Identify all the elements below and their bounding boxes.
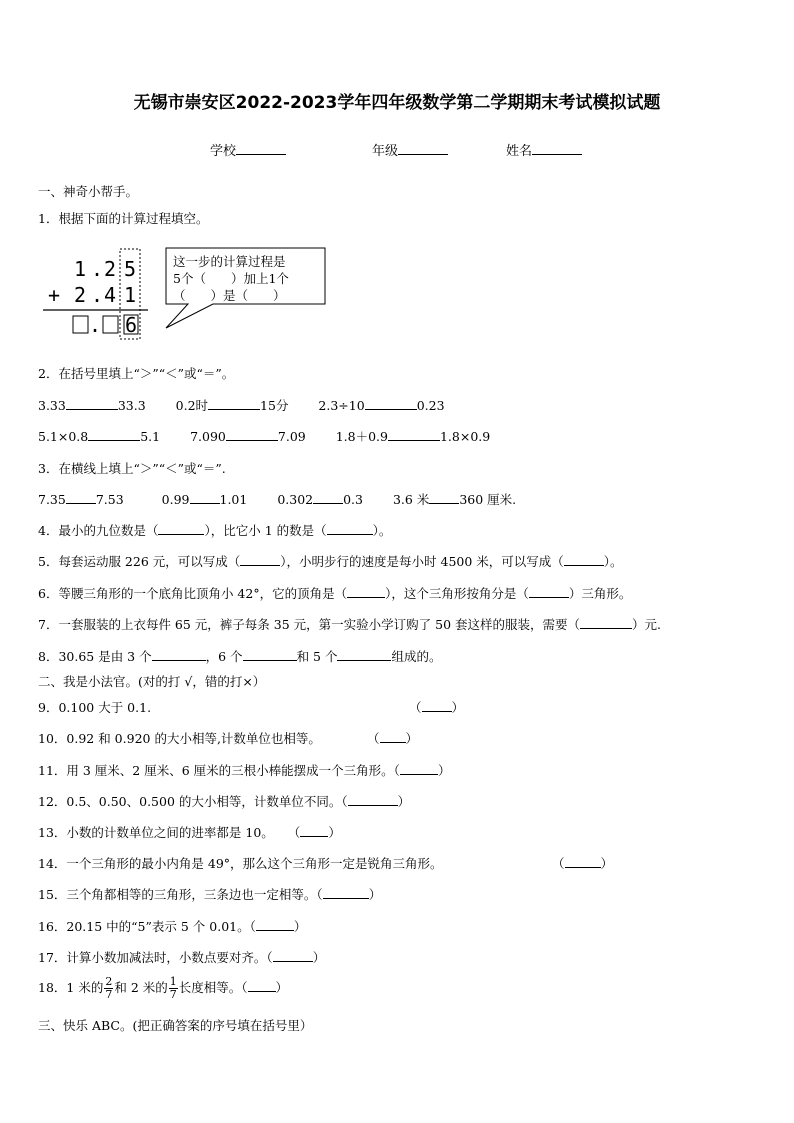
question-12 [38, 792, 410, 810]
question-17 [38, 948, 325, 966]
answer-blank[interactable] [529, 585, 569, 598]
text: 8．30.65 是由 3 个 [38, 649, 152, 664]
paren: （ [249, 919, 256, 934]
text: ，6 个 [205, 649, 243, 664]
text: ），比它小 1 的数是（ [204, 523, 327, 538]
text: 7．一套服装的上衣每件 65 元，裤子每条 35 元，第一实验小学订购了 50 套这样的服装，需要（ [38, 617, 581, 632]
answer-blank[interactable] [256, 918, 294, 931]
paren: （ [266, 950, 273, 965]
row2-digit: 4 [104, 283, 117, 307]
paren: ） [397, 794, 411, 809]
text: 18．1 米的 [38, 980, 104, 995]
text: 15．三个角都相等的三角形，三条边也一定相等。 [38, 887, 317, 902]
compare-blank[interactable] [190, 491, 220, 504]
question-3: 3．在横线上填上“＞”“＜”或“＝”. [38, 461, 226, 476]
row2-digit: . [91, 283, 104, 307]
paren: ） [312, 950, 326, 965]
text: 12．0.5、0.50、0.500 的大小相等，计数单位不同。 [38, 794, 342, 809]
expr: 1.8×0.9 [439, 429, 491, 444]
answer-paren[interactable] [552, 854, 613, 872]
expr: 7.090 [190, 429, 226, 444]
answer-blank[interactable] [240, 553, 280, 566]
answer-blank[interactable] [300, 824, 328, 837]
text: ）。 [603, 554, 623, 569]
question-2: 2．在括号里填上“＞”“＜”或“＝”。 [38, 366, 235, 381]
text: 11．用 3 厘米、2 厘米、6 厘米的三根小棒能摆成一个三角形。 [38, 763, 394, 778]
school-blank[interactable] [236, 142, 286, 155]
expr: 3.6 米 [392, 492, 430, 507]
grade-label: 年级 [372, 144, 399, 159]
question-9: 9．0.100 大于 0.1. [38, 700, 152, 715]
paren: （ [393, 763, 400, 778]
section-2-heading: 二、我是小法官。(对的打 √，错的打×） [38, 674, 266, 689]
row1-digit: 5 [124, 257, 137, 281]
question-10: 10．0.92 和 0.920 的大小相等,计数单位也相等。 [38, 731, 321, 746]
answer-blank[interactable] [400, 762, 438, 775]
answer-blank[interactable] [158, 522, 204, 535]
compare-blank[interactable] [226, 428, 278, 441]
bubble-line: 这一步的计算过程是 [173, 254, 286, 269]
fraction [169, 976, 178, 1001]
expr: 2.3÷10 [318, 398, 365, 413]
bubble-line: 5个（ ）加上1个 [173, 271, 289, 286]
name-field [506, 140, 582, 159]
expr: 0.302 [277, 492, 314, 507]
expr: 15分 [260, 398, 289, 413]
name-label: 姓名 [506, 144, 533, 159]
paren: （ [287, 825, 301, 840]
row1-digit: 2 [104, 257, 117, 281]
addition-figure [38, 244, 338, 344]
answer-blank[interactable] [152, 648, 206, 661]
row2-digit: 1 [124, 283, 137, 307]
compare-blank[interactable] [66, 491, 96, 504]
question-7 [38, 615, 661, 633]
paren: （ [409, 700, 422, 715]
numerator: 1 [169, 975, 177, 988]
compare-blank[interactable] [365, 397, 417, 410]
paren: （ [552, 856, 565, 871]
numerator: 2 [105, 975, 113, 988]
text: 和 5 个 [296, 649, 338, 664]
plus-sign: + [48, 283, 61, 307]
page-title: 无锡市崇安区2022-2023学年四年级数学第二学期期末考试模拟试题 [133, 93, 661, 113]
question-1: 1．根据下面的计算过程填空。 [38, 211, 209, 226]
row1-digit: 1 [74, 257, 87, 281]
compare-blank[interactable] [429, 491, 459, 504]
expr: 5.1×0.8 [38, 429, 89, 444]
answer-blank[interactable] [347, 585, 385, 598]
expr: 360 厘米. [459, 492, 517, 507]
denominator: 7 [169, 988, 177, 1001]
paren: （ [316, 887, 323, 902]
compare-blank[interactable] [66, 397, 118, 410]
expr: 7.35 [38, 492, 66, 507]
question-18 [38, 976, 288, 1001]
paren: ） [293, 919, 307, 934]
expr: 5.1 [140, 429, 161, 444]
text: ），这个三角形按角分是（ [385, 586, 529, 601]
answer-box[interactable] [73, 316, 88, 333]
paren: ） [437, 763, 451, 778]
text: 13．小数的计数单位之间的进率都是 10。 [38, 825, 274, 840]
compare-blank[interactable] [208, 397, 260, 410]
answer-blank[interactable] [323, 886, 369, 899]
expr: 1.8＋0.9 [335, 429, 388, 444]
expr: 3.33 [38, 398, 66, 413]
sum-dot: . [89, 313, 102, 337]
answer-blank[interactable] [248, 979, 276, 992]
text: 17．计算小数加减法时，小数点要对齐。 [38, 950, 267, 965]
sum-digit: 6 [125, 313, 138, 337]
question-11 [38, 761, 450, 779]
paren: （ [341, 794, 348, 809]
name-blank[interactable] [532, 142, 582, 155]
paren: ） [451, 700, 465, 715]
text: 16．20.15 中的“5”表示 5 个 0.01。 [38, 919, 250, 934]
compare-blank[interactable] [313, 491, 343, 504]
text: ）元. [632, 617, 661, 632]
answer-blank[interactable] [580, 616, 632, 629]
expr: 0.99 [161, 492, 190, 507]
expr: 0.23 [416, 398, 445, 413]
fraction [104, 976, 113, 1001]
text: 4．最小的九位数是（ [38, 523, 159, 538]
compare-blank[interactable] [88, 428, 140, 441]
answer-blank[interactable] [337, 648, 391, 661]
expr: 7.53 [95, 492, 124, 507]
paren: ） [328, 825, 341, 840]
expr: 0.3 [343, 492, 363, 507]
text: 6．等腰三角形的一个底角比顶角小 42°，它的顶角是（ [38, 586, 348, 601]
question-5 [38, 552, 623, 570]
q2-line-2 [38, 427, 490, 445]
answer-box[interactable] [103, 316, 118, 333]
text: 组成的。 [391, 649, 442, 664]
paren: ） [368, 887, 382, 902]
expr: 0.2时 [175, 398, 209, 413]
question-13 [38, 823, 341, 841]
bubble-line: （ ）是（ ） [173, 288, 286, 303]
text: 5．每套运动服 226 元，可以写成（ [38, 554, 241, 569]
expr: 1.01 [219, 492, 248, 507]
question-6 [38, 584, 631, 602]
question-16 [38, 917, 306, 935]
compare-blank[interactable] [388, 428, 440, 441]
answer-blank[interactable] [564, 553, 604, 566]
paren: ） [275, 980, 289, 995]
grade-blank[interactable] [398, 142, 448, 155]
row1-digit: . [91, 257, 104, 281]
grade-field [372, 140, 448, 159]
answer-blank[interactable] [273, 949, 313, 962]
paren: ） [405, 731, 419, 746]
text: ），小明步行的速度是每小时 4500 米，可以写成（ [280, 554, 564, 569]
school-field [210, 140, 286, 159]
question-14: 14．一个三角形的最小内角是 49°，那么这个三角形一定是锐角三角形。 [38, 856, 443, 871]
paren: ） [600, 856, 614, 871]
section-3-heading: 三、快乐 ABC。(把正确答案的序号填在括号里） [38, 1018, 313, 1033]
school-label: 学校 [210, 144, 237, 159]
answer-paren[interactable] [409, 698, 464, 716]
section-1-heading: 一、神奇小帮手。 [38, 184, 139, 199]
paren: （ [241, 980, 248, 995]
expr: 33.3 [117, 398, 146, 413]
denominator: 7 [105, 988, 113, 1001]
answer-blank[interactable] [243, 648, 297, 661]
expr: 7.09 [277, 429, 306, 444]
text: 长度相等。 [178, 980, 242, 995]
answer-blank[interactable] [327, 522, 373, 535]
question-15 [38, 885, 381, 903]
text: 和 2 米的 [114, 980, 168, 995]
text: ）。 [372, 523, 392, 538]
paren: （ [367, 731, 380, 746]
question-4 [38, 521, 391, 539]
answer-blank[interactable] [348, 793, 398, 806]
question-8 [38, 647, 441, 665]
answer-paren[interactable] [367, 729, 418, 747]
q3-line [38, 490, 516, 508]
q2-line-1 [38, 396, 445, 414]
text: ）三角形。 [568, 586, 632, 601]
row2-digit: 2 [74, 283, 87, 307]
